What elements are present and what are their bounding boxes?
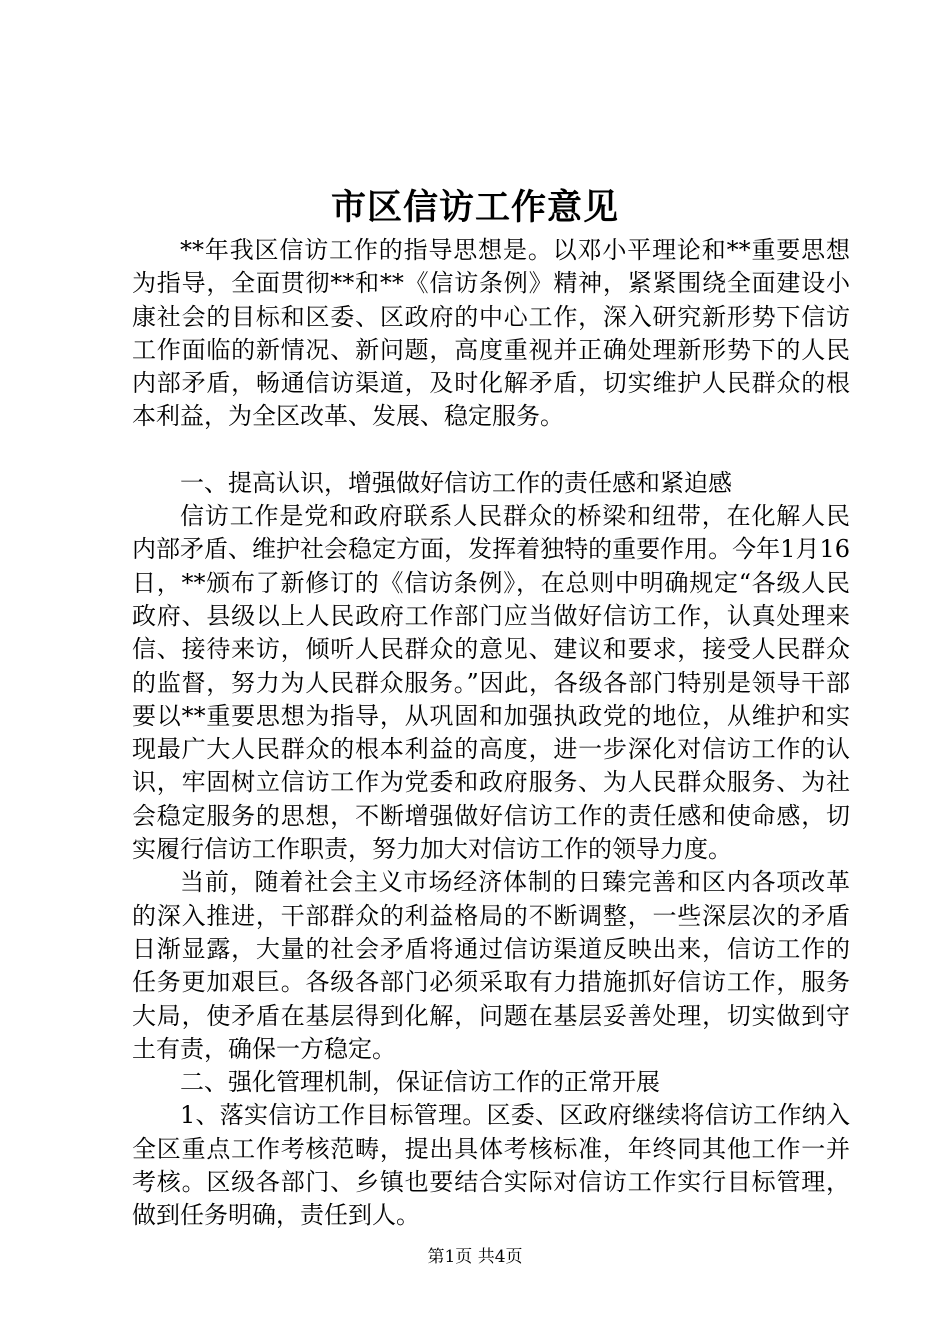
section-heading-2: 二、强化管理机制，保证信访工作的正常开展 xyxy=(180,1068,660,1097)
section-heading-1: 一、提高认识，增强做好信访工作的责任感和紧迫感 xyxy=(180,468,732,497)
page-footer: 第1页 共4页 xyxy=(427,1247,523,1267)
document-body xyxy=(132,234,850,1233)
paragraph-guiding-thought: **年我区信访工作的指导思想是。以邓小平理论和**重要思想为指导，全面贯彻**和**《信访条例》精神，紧紧围绕全面建设小康社会的目标和区委、区政府的中心工作，深入研究新形势下信访工作面临的新情况、新问题，高度重视并正确处理新形势下的人民内部矛盾，畅通信访渠道，及时化解矛盾，切实维护人民群众的根本利益，为全区改革、发展、稳定服务。 xyxy=(132,236,850,431)
document-title: 市区信访工作意见 xyxy=(330,187,619,228)
paragraph-spacer xyxy=(132,434,850,467)
paragraph-importance: 信访工作是党和政府联系人民群众的桥梁和纽带，在化解人民内部矛盾、维护社会稳定方面，发挥着独特的重要作用。今年1月16日，**颁布了新修订的《信访条例》，在总则中明确规定“各级人民政府、县级以上人民政府工作部门应当做好信访工作，认真处理来信、接待来访，倾听人民群众的意见、建议和要求，接受人民群众的监督，努力为人民群众服务。”因此，各级各部门特别是领导干部要以**重要思想为指导，从巩固和加强执政党的地位，从维护和实现最广大人民群众的根本利益的高度，进一步深化对信访工作的认识，牢固树立信访工作为党委和政府服务、为人民群众服务、为社会稳定服务的思想，不断增强做好信访工作的责任感和使命感，切实履行信访工作职责，努力加大对信访工作的领导力度。 xyxy=(132,502,850,864)
paragraph-current-situation: 当前，随着社会主义市场经济体制的日臻完善和区内各项改革的深入推进，干部群众的利益格局的不断调整，一些深层次的矛盾日渐显露，大量的社会矛盾将通过信访渠道反映出来，信访工作的任务更加艰巨。各级各部门必须采取有力措施抓好信访工作，服务大局，使矛盾在基层得到化解，问题在基层妥善处理，切实做到守土有责，确保一方稳定。 xyxy=(132,868,850,1063)
paragraph-target-management: 1、落实信访工作目标管理。区委、区政府继续将信访工作纳入全区重点工作考核范畴，提出具体考核标准，年终同其他工作一并考核。区级各部门、乡镇也要结合实际对信访工作实行目标管理，做到任务明确，责任到人。 xyxy=(132,1101,850,1230)
